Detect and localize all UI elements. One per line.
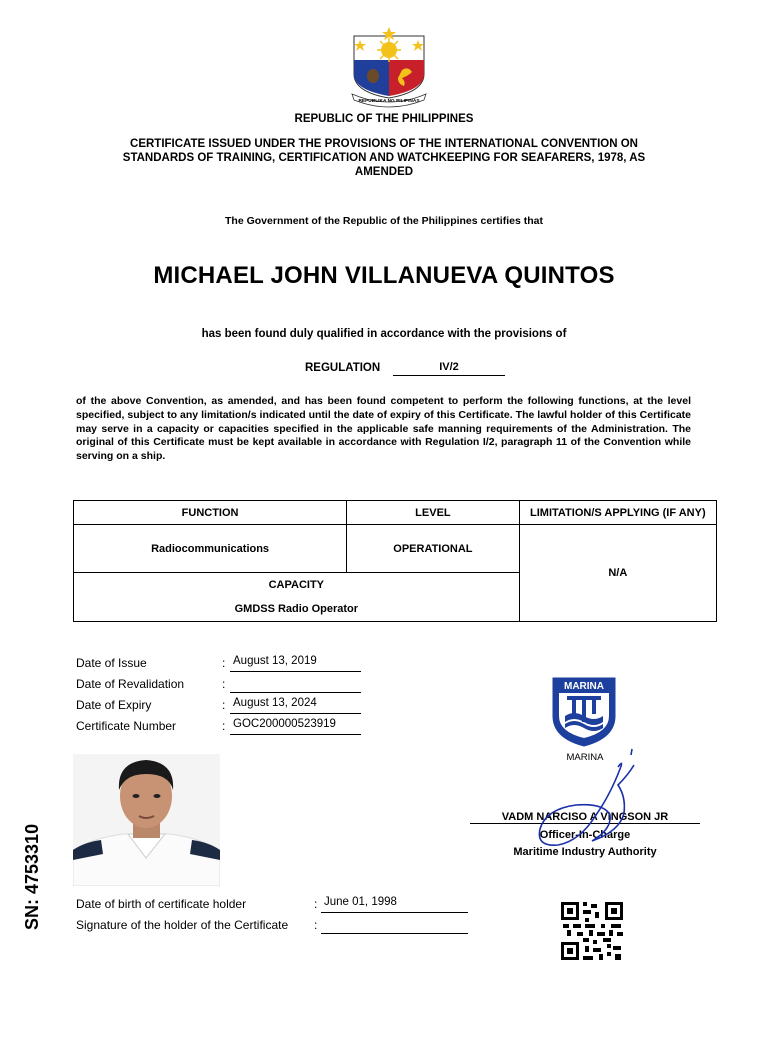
marina-caption: MARINA	[566, 752, 604, 763]
field-label: Date of Revalidation	[76, 677, 185, 691]
convention-heading: CERTIFICATE ISSUED UNDER THE PROVISIONS OF THE INTERNATIONAL CONVENTION ON STANDARDS OF TRAINING, CERTIFICATION AND WATCHKEEPING FOR SEAFARERS, 1978, AS AMENDED	[122, 138, 646, 178]
marina-logo-icon	[551, 676, 617, 748]
officer-agency: Maritime Industry Authority	[513, 846, 657, 858]
level-value: OPERATIONAL	[347, 525, 520, 573]
regulation-label: REGULATION	[305, 362, 381, 374]
function-table	[73, 500, 717, 622]
holder-signature-value	[321, 917, 468, 934]
serial-number: SN: 4753310	[22, 823, 42, 930]
republic-heading: REPUBLIC OF THE PHILIPPINES	[294, 113, 474, 125]
holder-photo	[73, 754, 220, 886]
field-label: Certificate Number	[76, 719, 177, 733]
certifies-text: The Government of the Republic of the Philippines certifies that	[225, 215, 543, 227]
field-value: GOC200000523919	[230, 718, 361, 735]
holder-signature-label: Signature of the holder of the Certificate	[76, 918, 289, 932]
field-colon: :	[314, 918, 318, 932]
field-value: August 13, 2019	[230, 655, 361, 672]
function-header: FUNCTION	[74, 501, 347, 525]
capacity-cell	[74, 573, 520, 622]
qr-code-icon	[561, 902, 623, 960]
field-colon: :	[222, 677, 226, 691]
officer-title: Officer-In-Charge	[539, 829, 631, 841]
field-colon: :	[222, 656, 226, 670]
body-paragraph: of the above Convention, as amended, and has been found competent to perform the following functions, at the level specified, subject to any limitation/s indicated until the date of expiry of this Certificate. The lawful holder of this Certificate may serve in a capacity or capacities specified in the applicable safe manning requirements of the Administration. The original of this Certificate must be kept available in accordance with Regulation I/2, paragraph 11 of the Convention while serving on a ship.	[76, 395, 691, 463]
officer-name: VADM NARCISO A VINGSON JR	[501, 811, 669, 823]
level-header: LEVEL	[347, 501, 520, 525]
field-value	[230, 676, 361, 693]
holder-name: MICHAEL JOHN VILLANUEVA QUINTOS	[153, 262, 615, 289]
field-colon: :	[222, 719, 226, 733]
limitations-value: N/A	[519, 525, 716, 622]
regulation-value: IV/2	[439, 361, 459, 373]
field-colon: :	[222, 698, 226, 712]
field-label: Date of Issue	[76, 656, 147, 670]
field-label: Date of Expiry	[76, 698, 152, 712]
field-value: August 13, 2024	[230, 697, 361, 714]
capacity-label: CAPACITY	[268, 579, 325, 591]
regulation-underline	[393, 375, 505, 376]
capacity-value: GMDSS Radio Operator	[234, 603, 359, 615]
philippine-seal-icon	[346, 24, 432, 108]
dob-value: June 01, 1998	[321, 896, 468, 913]
svg-text:REPUBLIKA NG PILIPINAS: REPUBLIKA NG PILIPINAS	[358, 99, 420, 104]
officer-signature	[500, 745, 680, 855]
function-value: Radiocommunications	[74, 525, 347, 573]
qualified-text: has been found duly qualified in accordance with the provisions of	[201, 328, 567, 340]
field-colon: :	[314, 897, 318, 911]
limitations-header: LIMITATION/S APPLYING (IF ANY)	[519, 501, 716, 525]
marina-logo-text: MARINA	[564, 681, 604, 692]
dob-label: Date of birth of certificate holder	[76, 897, 247, 911]
